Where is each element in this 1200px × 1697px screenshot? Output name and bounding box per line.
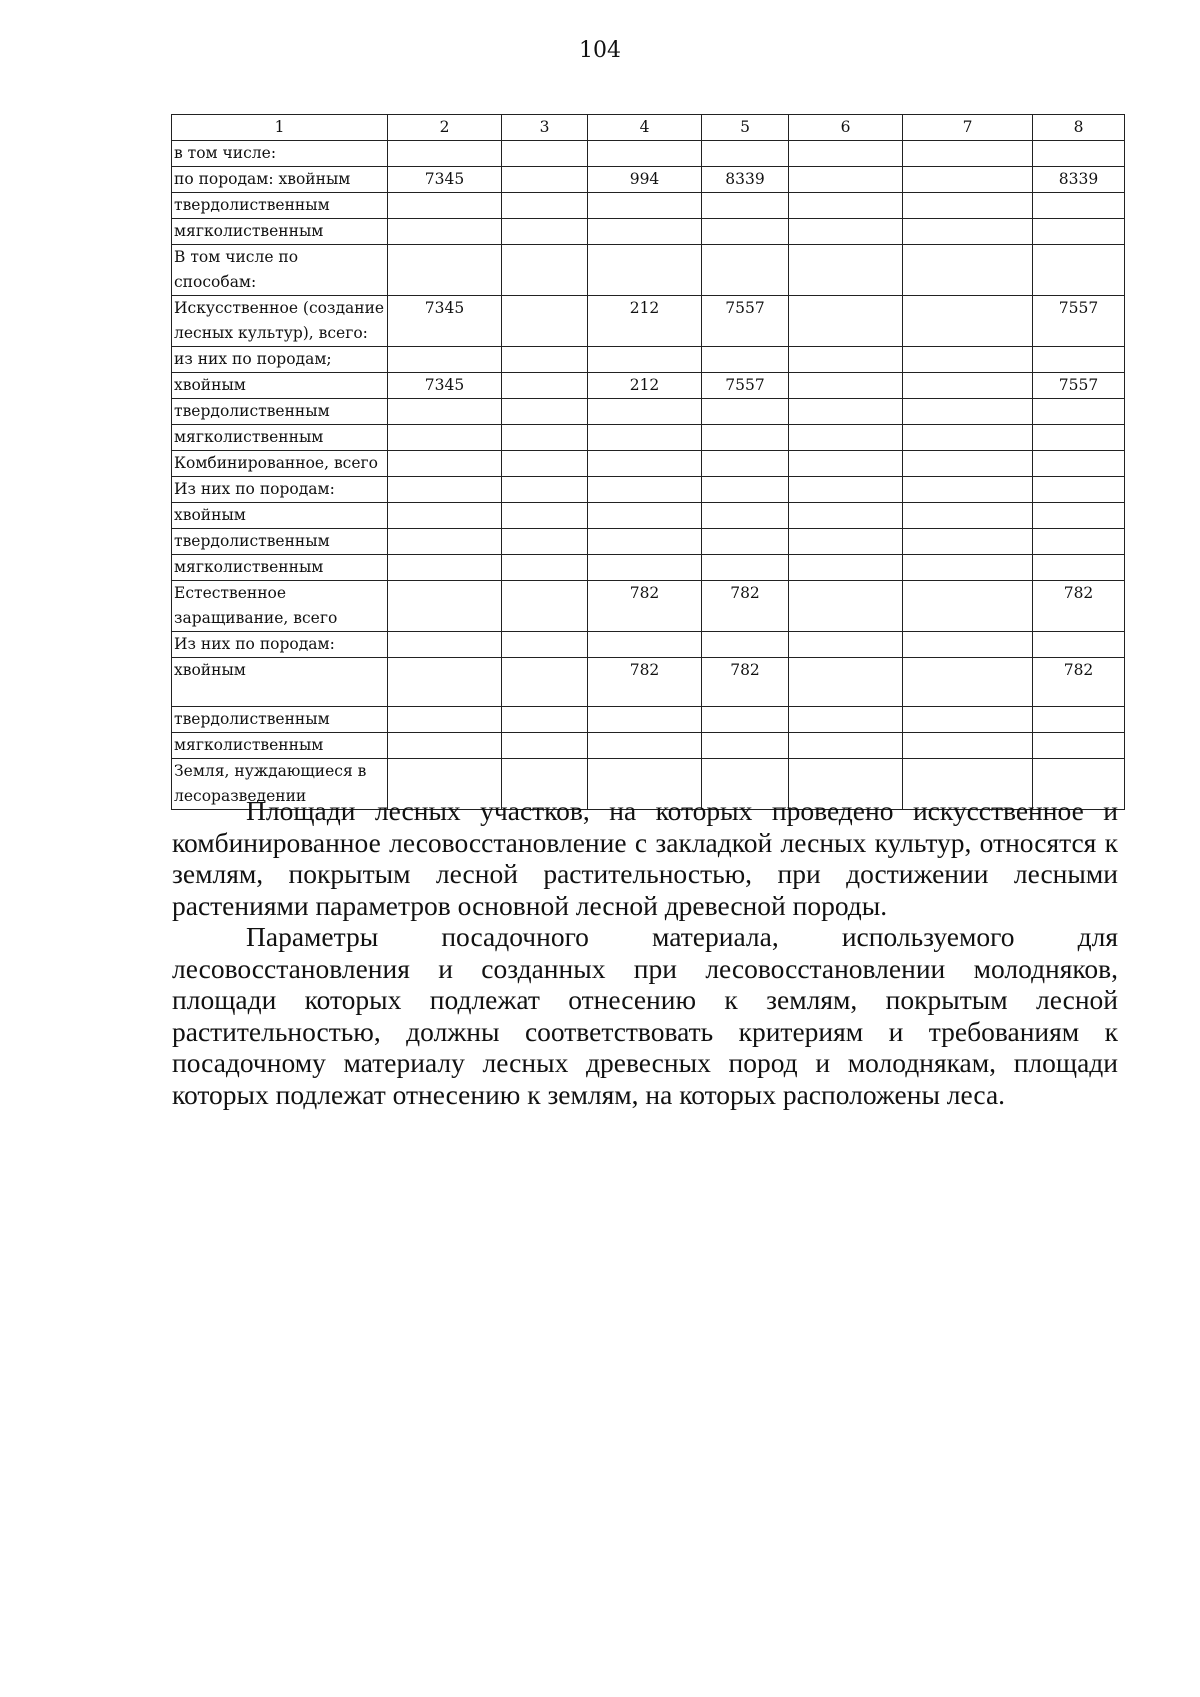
table-cell bbox=[903, 399, 1033, 425]
table-cell bbox=[388, 733, 502, 759]
table-cell bbox=[789, 219, 903, 245]
row-label-cell: по породам: хвойным bbox=[172, 167, 388, 193]
table-cell bbox=[502, 425, 588, 451]
table-cell bbox=[702, 347, 789, 373]
table-cell bbox=[903, 529, 1033, 555]
table-cell bbox=[789, 141, 903, 167]
table-cell bbox=[702, 245, 789, 296]
table-cell bbox=[388, 141, 502, 167]
table-cell bbox=[903, 141, 1033, 167]
table-cell bbox=[502, 503, 588, 529]
table-cell: 212 bbox=[588, 373, 702, 399]
table-cell bbox=[903, 373, 1033, 399]
table-cell bbox=[903, 193, 1033, 219]
table-cell bbox=[789, 296, 903, 347]
table-cell bbox=[903, 245, 1033, 296]
table-cell bbox=[702, 193, 789, 219]
table-cell bbox=[502, 632, 588, 658]
table-cell bbox=[388, 193, 502, 219]
column-header: 5 bbox=[702, 115, 789, 141]
table-row bbox=[172, 193, 1125, 219]
table-cell bbox=[502, 658, 588, 707]
table-cell bbox=[702, 632, 789, 658]
table-row bbox=[172, 451, 1125, 477]
row-label-cell: твердолиственным bbox=[172, 529, 388, 555]
table-cell bbox=[702, 555, 789, 581]
table-cell bbox=[502, 193, 588, 219]
row-label-cell: мягколиственным bbox=[172, 219, 388, 245]
row-label-cell: мягколиственным bbox=[172, 733, 388, 759]
table-row bbox=[172, 529, 1125, 555]
table-cell bbox=[789, 477, 903, 503]
table-cell bbox=[789, 245, 903, 296]
row-label-cell: Естественное заращивание, всего bbox=[172, 581, 388, 632]
paragraph: Параметры посадочного материала, используемого для лесовосстановления и созданных при лесовосстановлении молодняков, площади которых подлежат отнесению к землям, покрытым лесной растительностью, должны соответствовать критериям и требованиям к посадочному материалу лесных древесных пород и молоднякам, площади которых подлежат отнесению к землям, на которых расположены леса. bbox=[172, 921, 1118, 1110]
table-cell bbox=[789, 167, 903, 193]
forest-restoration-table bbox=[171, 114, 1125, 810]
table-cell: 782 bbox=[1033, 658, 1125, 707]
row-label-cell: твердолиственным bbox=[172, 399, 388, 425]
table-row bbox=[172, 219, 1125, 245]
table-header-row bbox=[172, 115, 1125, 141]
table-cell bbox=[789, 347, 903, 373]
row-label-cell: хвойным bbox=[172, 503, 388, 529]
table-cell bbox=[1033, 555, 1125, 581]
table-cell bbox=[502, 707, 588, 733]
table-cell bbox=[388, 658, 502, 707]
row-label-cell: Из них по породам: bbox=[172, 477, 388, 503]
table-cell bbox=[588, 503, 702, 529]
table-cell bbox=[588, 529, 702, 555]
table-cell bbox=[903, 347, 1033, 373]
table-cell bbox=[502, 347, 588, 373]
table-cell bbox=[789, 529, 903, 555]
table-cell bbox=[388, 425, 502, 451]
table-cell bbox=[588, 141, 702, 167]
table-row bbox=[172, 632, 1125, 658]
table-cell bbox=[502, 219, 588, 245]
page-number: 104 bbox=[579, 38, 621, 63]
table-cell bbox=[702, 399, 789, 425]
table-row bbox=[172, 373, 1125, 399]
table-cell: 7345 bbox=[388, 167, 502, 193]
table-row bbox=[172, 245, 1125, 296]
table-cell: 7557 bbox=[702, 296, 789, 347]
column-header: 3 bbox=[502, 115, 588, 141]
table-cell bbox=[1033, 451, 1125, 477]
table-cell bbox=[588, 399, 702, 425]
table-cell bbox=[502, 555, 588, 581]
table-cell bbox=[502, 581, 588, 632]
table-cell bbox=[903, 296, 1033, 347]
table-cell bbox=[702, 141, 789, 167]
table-cell bbox=[588, 632, 702, 658]
table-cell bbox=[903, 555, 1033, 581]
table-cell bbox=[789, 373, 903, 399]
table-cell bbox=[1033, 347, 1125, 373]
row-label-cell: твердолиственным bbox=[172, 193, 388, 219]
table-cell bbox=[903, 477, 1033, 503]
table-cell bbox=[502, 399, 588, 425]
table-cell bbox=[1033, 477, 1125, 503]
table-cell bbox=[502, 141, 588, 167]
table-cell bbox=[903, 167, 1033, 193]
table-cell bbox=[388, 347, 502, 373]
table-cell bbox=[1033, 733, 1125, 759]
table-cell bbox=[903, 733, 1033, 759]
table-cell bbox=[702, 425, 789, 451]
paragraph: Площади лесных участков, на которых проведено искусственное и комбинированное лесовосстановление с закладкой лесных культур, относятся к землям, покрытым лесной растительностью, при достижении лесными растениями параметров основной лесной древесной породы. bbox=[172, 795, 1118, 921]
body-text bbox=[172, 795, 1118, 1110]
table-row bbox=[172, 296, 1125, 347]
row-label-cell: мягколиственным bbox=[172, 425, 388, 451]
table-cell bbox=[388, 219, 502, 245]
row-label-cell: хвойным bbox=[172, 373, 388, 399]
table-row bbox=[172, 733, 1125, 759]
table-cell bbox=[702, 477, 789, 503]
table-cell bbox=[1033, 529, 1125, 555]
column-header: 2 bbox=[388, 115, 502, 141]
table-cell bbox=[1033, 632, 1125, 658]
table-cell bbox=[1033, 219, 1125, 245]
table-cell bbox=[388, 581, 502, 632]
table-cell bbox=[588, 245, 702, 296]
table-cell bbox=[702, 733, 789, 759]
row-label-cell: твердолиственным bbox=[172, 707, 388, 733]
table-cell: 212 bbox=[588, 296, 702, 347]
table-cell bbox=[789, 581, 903, 632]
row-label-cell: мягколиственным bbox=[172, 555, 388, 581]
table-cell bbox=[388, 503, 502, 529]
table-cell bbox=[903, 503, 1033, 529]
table-cell bbox=[702, 503, 789, 529]
table-cell bbox=[502, 733, 588, 759]
table-cell: 994 bbox=[588, 167, 702, 193]
table-cell bbox=[903, 658, 1033, 707]
table-cell bbox=[1033, 399, 1125, 425]
table-cell bbox=[1033, 503, 1125, 529]
table-row bbox=[172, 141, 1125, 167]
table-cell bbox=[789, 193, 903, 219]
table-cell bbox=[1033, 141, 1125, 167]
table-cell bbox=[903, 581, 1033, 632]
row-label-cell: Искусственное (создание лесных культур), всего: bbox=[172, 296, 388, 347]
table-cell bbox=[388, 707, 502, 733]
table-cell bbox=[388, 529, 502, 555]
row-label-cell: из них по породам; bbox=[172, 347, 388, 373]
row-label-cell: Из них по породам: bbox=[172, 632, 388, 658]
table-cell bbox=[1033, 193, 1125, 219]
table-row bbox=[172, 503, 1125, 529]
table-row bbox=[172, 399, 1125, 425]
table-cell bbox=[588, 733, 702, 759]
table-cell bbox=[789, 632, 903, 658]
table-cell: 782 bbox=[1033, 581, 1125, 632]
table-cell bbox=[388, 245, 502, 296]
table-cell bbox=[789, 425, 903, 451]
row-label-cell: В том числе по способам: bbox=[172, 245, 388, 296]
table-cell: 7557 bbox=[702, 373, 789, 399]
column-header: 8 bbox=[1033, 115, 1125, 141]
table-cell bbox=[388, 451, 502, 477]
table-cell bbox=[789, 658, 903, 707]
table-cell bbox=[502, 245, 588, 296]
table-cell bbox=[789, 707, 903, 733]
table-cell bbox=[502, 477, 588, 503]
table-cell bbox=[502, 296, 588, 347]
table-cell bbox=[502, 529, 588, 555]
table-cell bbox=[903, 707, 1033, 733]
table-cell bbox=[903, 632, 1033, 658]
table-cell bbox=[588, 555, 702, 581]
table-row bbox=[172, 477, 1125, 503]
table-cell: 8339 bbox=[1033, 167, 1125, 193]
row-label-cell: Комбинированное, всего bbox=[172, 451, 388, 477]
table-cell bbox=[388, 477, 502, 503]
table-cell: 8339 bbox=[702, 167, 789, 193]
table-cell bbox=[588, 347, 702, 373]
table-cell bbox=[388, 555, 502, 581]
table-cell bbox=[903, 425, 1033, 451]
table-cell bbox=[789, 399, 903, 425]
table-cell: 782 bbox=[702, 658, 789, 707]
table-cell bbox=[502, 451, 588, 477]
table-cell bbox=[588, 193, 702, 219]
table-cell: 7345 bbox=[388, 373, 502, 399]
table-cell: 782 bbox=[588, 581, 702, 632]
table-cell bbox=[702, 451, 789, 477]
table-row bbox=[172, 167, 1125, 193]
table-row bbox=[172, 555, 1125, 581]
table-cell bbox=[903, 451, 1033, 477]
column-header: 7 bbox=[903, 115, 1033, 141]
table-cell bbox=[502, 373, 588, 399]
row-label-cell: Земля, нуждающиеся в лесоразведении bbox=[172, 759, 388, 810]
table-cell bbox=[388, 632, 502, 658]
table-row bbox=[172, 347, 1125, 373]
column-header: 1 bbox=[172, 115, 388, 141]
table-cell bbox=[1033, 245, 1125, 296]
table-cell: 7345 bbox=[388, 296, 502, 347]
table-cell bbox=[789, 555, 903, 581]
table-cell bbox=[702, 707, 789, 733]
row-label-cell: хвойным bbox=[172, 658, 388, 707]
table-cell bbox=[789, 733, 903, 759]
table-cell: 782 bbox=[588, 658, 702, 707]
table-cell bbox=[502, 167, 588, 193]
table-cell bbox=[789, 503, 903, 529]
column-header: 6 bbox=[789, 115, 903, 141]
table-cell: 782 bbox=[702, 581, 789, 632]
table-row bbox=[172, 707, 1125, 733]
table-cell bbox=[789, 451, 903, 477]
table-cell bbox=[588, 477, 702, 503]
table-cell bbox=[588, 451, 702, 477]
row-label-cell: в том числе: bbox=[172, 141, 388, 167]
table-cell bbox=[1033, 425, 1125, 451]
table-cell bbox=[588, 425, 702, 451]
table-cell bbox=[588, 219, 702, 245]
table-cell bbox=[903, 219, 1033, 245]
table-cell bbox=[588, 707, 702, 733]
table-cell bbox=[388, 399, 502, 425]
column-header: 4 bbox=[588, 115, 702, 141]
table-row bbox=[172, 658, 1125, 707]
table-cell bbox=[702, 529, 789, 555]
table-cell: 7557 bbox=[1033, 373, 1125, 399]
table-cell bbox=[702, 219, 789, 245]
table-cell bbox=[1033, 707, 1125, 733]
table-cell: 7557 bbox=[1033, 296, 1125, 347]
table-row bbox=[172, 425, 1125, 451]
table-row bbox=[172, 581, 1125, 632]
